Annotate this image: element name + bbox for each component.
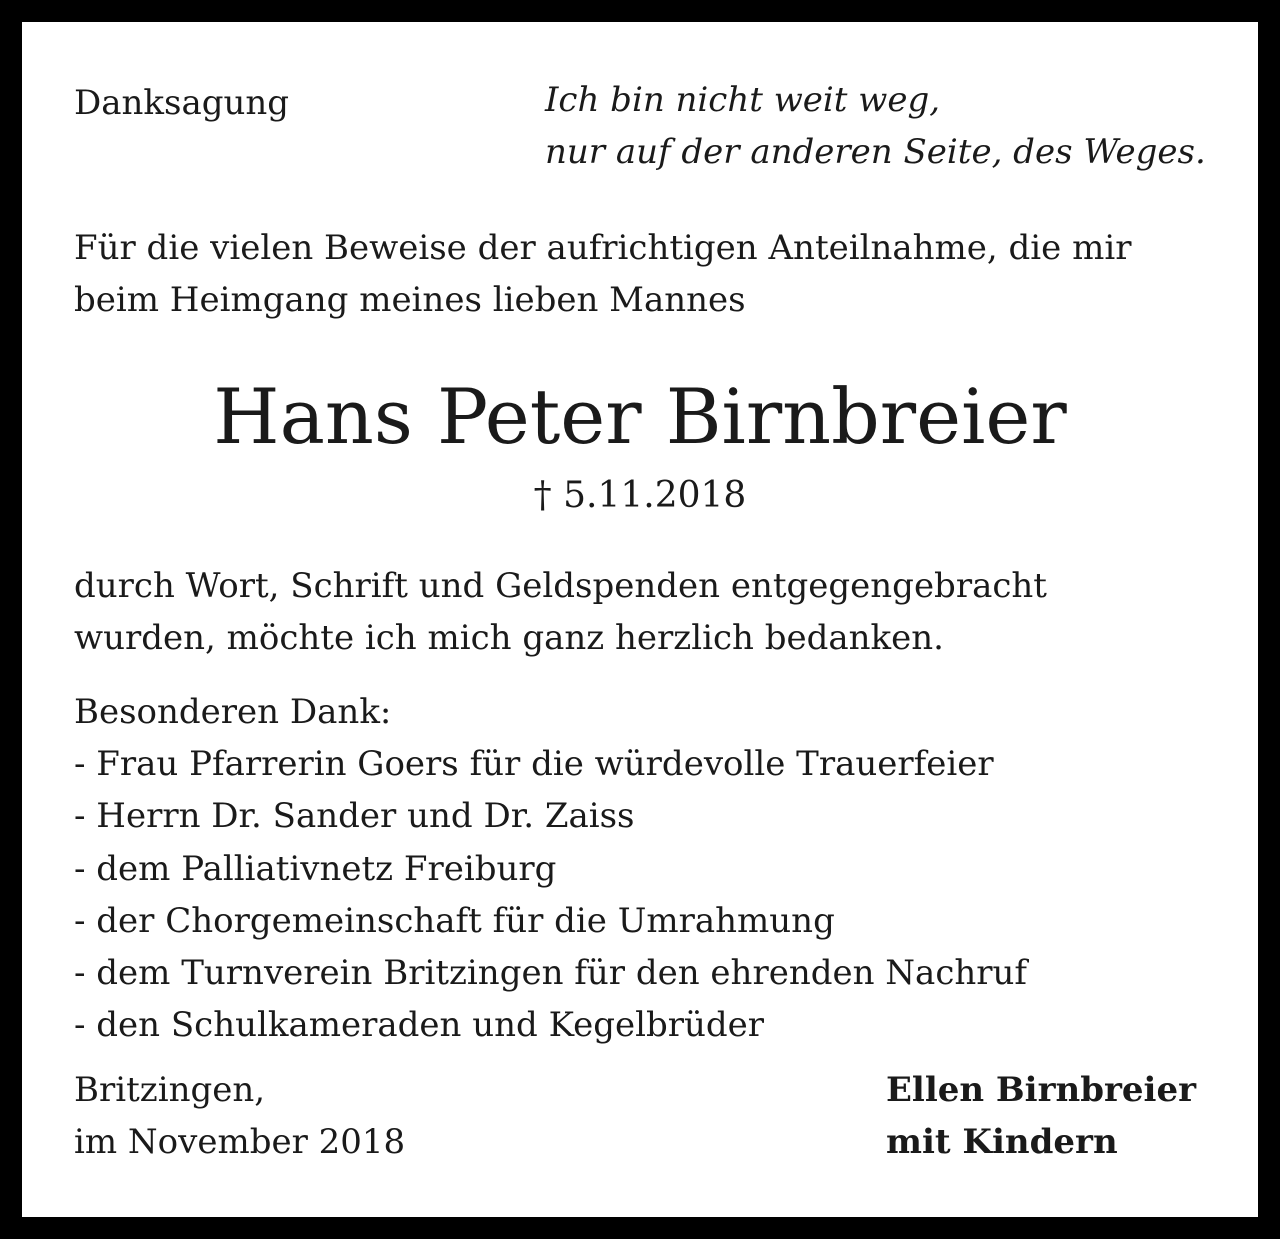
death-date: † 5.11.2018 xyxy=(533,475,747,516)
place-line: Britzingen, xyxy=(74,1070,266,1110)
notice-heading: Danksagung xyxy=(74,83,290,123)
motto-line-1: Ich bin nicht weit weg, xyxy=(545,80,941,120)
deceased-name: Hans Peter Birnbreier xyxy=(213,372,1067,461)
intro-text xyxy=(74,222,1131,326)
intro-line-2: beim Heimgang meines lieben Mannes xyxy=(74,280,746,320)
signature xyxy=(886,1064,1196,1168)
list-item: - den Schulkameraden und Kegelbrüder xyxy=(74,1005,765,1046)
place-date xyxy=(74,1064,405,1168)
list-item: - der Chorgemeinschaft für die Umrahmung xyxy=(74,900,835,941)
list-item: - dem Palliativnetz Freiburg xyxy=(74,848,557,889)
signature-name: Ellen Birnbreier xyxy=(886,1070,1197,1110)
signature-family: mit Kindern xyxy=(886,1122,1118,1162)
thanks-text xyxy=(74,560,1047,664)
obituary-notice xyxy=(22,22,1258,1217)
list-item: - dem Turnverein Britzingen für den ehrenden Nachruf xyxy=(74,953,1027,994)
thanks-line-2: wurden, möchte ich mich ganz herzlich bedanken. xyxy=(74,618,944,658)
list-item: - Herrn Dr. Sander und Dr. Zaiss xyxy=(74,796,635,837)
motto-quote xyxy=(545,74,1206,178)
date-line: im November 2018 xyxy=(74,1122,406,1162)
special-thanks-list xyxy=(74,738,1027,1052)
thanks-line-1: durch Wort, Schrift und Geldspenden entgegengebracht xyxy=(74,566,1047,606)
list-item: - Frau Pfarrerin Goers für die würdevolle Trauerfeier xyxy=(74,744,994,784)
special-thanks-heading: Besonderen Dank: xyxy=(74,692,392,732)
intro-line-1: Für die vielen Beweise der aufrichtigen Anteilnahme, die mir xyxy=(74,228,1132,268)
motto-line-2: nur auf der anderen Seite, des Weges. xyxy=(545,132,1206,172)
